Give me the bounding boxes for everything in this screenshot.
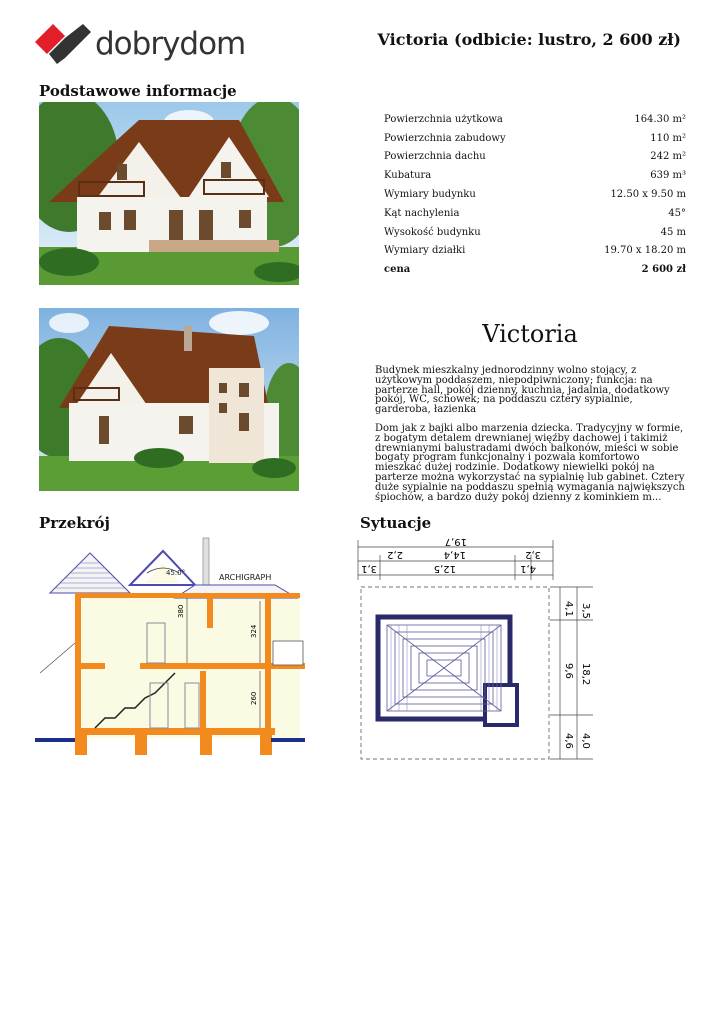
house-photo-side xyxy=(39,308,299,491)
description-paragraph-1: Budynek mieszkalny jednorodzinny wolno stojący, z użytkowym poddaszem, niepodpiwniczony; funkcja: na parterze hall, pokój dzienny, kuchnia, jadalnia, dodatkowy pokój, WC, schowek; na poddaszu cztery sypialnie, garderoba, łazienka xyxy=(375,365,670,416)
info-value: 639 m³ xyxy=(650,170,686,182)
site-dim-8: 4,1 xyxy=(563,601,574,617)
dim-380: 380 xyxy=(177,604,185,618)
site-dim-0: 19,7 xyxy=(444,536,467,547)
description-paragraph-2: Dom jak z bajki albo marzenia dziecka. Tradycyjny w formie, z bogatym detalem drewnianej więźby dachowej i takimiż drewnianymi balustradami dwóch balkonów, mieści w sobie bogaty program funkcjonalny i pozwala komfortowo mieszkać dużej rodzinie. Dodatkowy niewielki pokój na parterze można wykorzystać na sypialnię lub gabinet. Cztery duże sypialnie na poddaszu spełnią wymagania największych śpiochów, a bardzo duży pokój dzienny z kominkiem m... xyxy=(375,422,685,503)
site-dim-6: 4,1 xyxy=(520,563,536,574)
info-value: 164.30 m² xyxy=(634,113,686,125)
dim-260: 260 xyxy=(250,691,258,705)
info-row xyxy=(384,185,686,204)
info-value: 12.50 x 9.50 m xyxy=(610,189,686,201)
dim-324: 324 xyxy=(250,624,258,638)
page-title: Victoria (odbicie: lustro, 2 600 zł) xyxy=(377,30,681,49)
info-row xyxy=(384,129,686,148)
info-label: Powierzchnia zabudowy xyxy=(384,132,506,144)
info-label: Wysokość budynku xyxy=(384,226,481,238)
info-value: 19.70 x 18.20 m xyxy=(604,245,686,257)
section-heading-basic-info: Podstawowe informacje xyxy=(39,82,237,100)
info-label: Powierzchnia dachu xyxy=(384,151,486,163)
site-dim-9: 9,6 xyxy=(563,663,574,679)
project-description xyxy=(375,366,687,511)
site-plan-drawing xyxy=(355,535,605,765)
section-heading-situation: Sytuacje xyxy=(360,514,432,532)
site-dim-3: 3,2 xyxy=(525,549,541,560)
info-row xyxy=(384,242,686,261)
logo-text: dobrydom xyxy=(95,26,246,62)
info-row xyxy=(384,260,686,279)
info-value: 45° xyxy=(668,207,686,219)
info-label: Kąt nachylenia xyxy=(384,207,460,219)
site-dim-2: 2,2 xyxy=(387,549,403,560)
info-label: cena xyxy=(384,264,411,276)
info-row xyxy=(384,110,686,129)
info-row xyxy=(384,223,686,242)
info-label: Kubatura xyxy=(384,170,432,182)
info-label: Wymiary budynku xyxy=(384,189,476,201)
info-label: Powierzchnia użytkowa xyxy=(384,113,503,125)
info-value: 45 m xyxy=(660,226,686,238)
info-row xyxy=(384,148,686,167)
project-name: Victoria xyxy=(482,320,578,348)
info-row xyxy=(384,166,686,185)
info-label: Wymiary działki xyxy=(384,245,466,257)
info-value: 242 m² xyxy=(650,151,686,163)
site-dim-10: 18,2 xyxy=(580,663,591,686)
info-value: 110 m² xyxy=(650,132,686,144)
site-dim-7: 3,5 xyxy=(580,603,591,619)
site-dim-12: 4,6 xyxy=(563,733,574,749)
info-table xyxy=(384,110,686,279)
section-heading-cross-section: Przekrój xyxy=(39,514,110,532)
logo-mark-icon xyxy=(35,24,91,64)
house-photo-front xyxy=(39,102,299,285)
archigraph-label: ARCHIGRAPH xyxy=(219,573,272,582)
site-dim-11: 4,0 xyxy=(580,733,591,749)
site-dim-4: 3,1 xyxy=(361,563,377,574)
cross-section-drawing xyxy=(35,533,305,763)
site-dim-1: 14,4 xyxy=(443,549,466,560)
site-dim-5: 12,5 xyxy=(433,563,456,574)
roof-angle-label: 45.0° xyxy=(166,569,186,577)
info-row xyxy=(384,204,686,223)
info-value: 2 600 zł xyxy=(641,264,686,276)
logo xyxy=(35,24,255,64)
